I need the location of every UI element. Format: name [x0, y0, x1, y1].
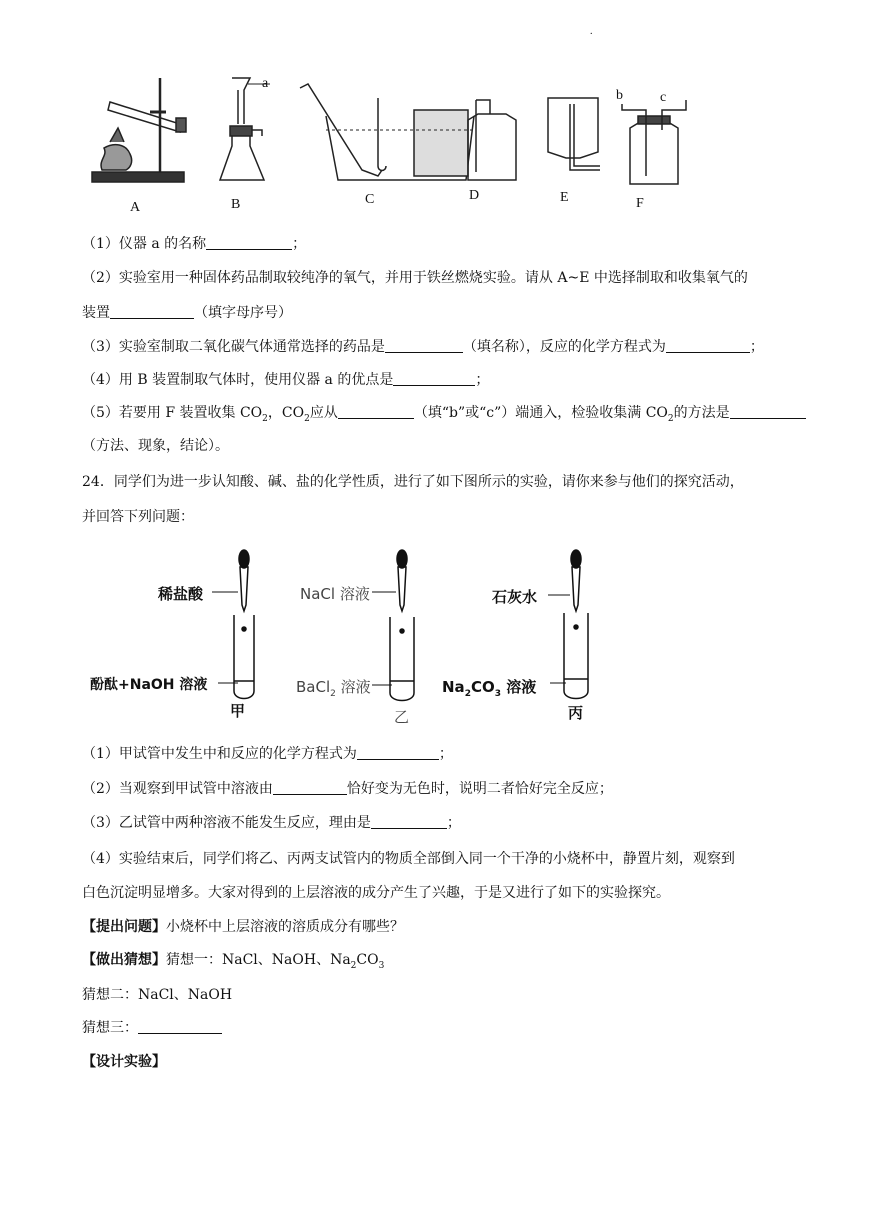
q24-p4-line2: 白色沉淀明显增多。大家对得到的上层溶液的成分产生了兴趣，于是又进行了如下的实验探究。 [82, 885, 670, 901]
q23-p2-line2: 装置 （填字母序号） [82, 305, 292, 321]
apparatus-e-icon [548, 98, 600, 170]
tube-bing-name: 丙 [568, 704, 584, 722]
answer-blank[interactable] [138, 1019, 222, 1034]
tube-bing-top-label: 石灰水 [492, 588, 538, 606]
tube-yi-name: 乙 [394, 708, 410, 726]
q23-p5: （5）若要用 F 装置收集 $CO_2$，$CO_2$应从 （填“b”或“c”）端通入，检验收集满 $CO_2$的方法是 [82, 403, 806, 429]
apparatus-label-small-a: a [262, 76, 269, 91]
q24-intro-line2: 并回答下列问题： [82, 509, 194, 525]
q23-p4: （4）用 B 装置制取气体时，使用仪器 a 的优点是 ； [82, 372, 490, 388]
tube-jia-name: 甲 [230, 702, 246, 720]
answer-blank[interactable] [393, 371, 475, 386]
apparatus-label-c: C [365, 192, 375, 207]
design-heading: 【设计实验】 [82, 1054, 166, 1070]
hypothesis-section: 【做出猜想】猜想一：NaCl、NaOH、$Na_2CO_3$ [82, 952, 385, 971]
answer-blank[interactable] [385, 338, 463, 353]
q23-p5-line2: （方法、现象，结论）。 [82, 438, 229, 454]
q24-p3: （3）乙试管中两种溶液不能发生反应，理由是 ； [82, 815, 461, 831]
answer-blank[interactable] [357, 745, 439, 760]
q24-p4-line1: （4）实验结束后，同学们将乙、丙两支试管内的物质全部倒入同一个干净的小烧杯中，静置片刻，观察到 [82, 851, 735, 867]
answer-blank[interactable] [110, 304, 194, 319]
hypothesis-2: 猜想二：NaCl、NaOH [82, 987, 233, 1003]
apparatus-d-icon [468, 100, 516, 180]
top-mark: . [590, 26, 593, 37]
answer-blank[interactable] [371, 814, 447, 829]
q23-p2-line1: （2）实验室用一种固体药品制取较纯净的氧气，并用于铁丝燃烧实验。请从 A~E 中选择制取和收集氧气的 [82, 270, 748, 286]
tube-bing-icon [564, 550, 588, 699]
answer-blank[interactable] [666, 338, 750, 353]
apparatus-label-d: D [469, 188, 480, 203]
hypothesis-3: 猜想三： [82, 1018, 222, 1038]
hypothesis-heading: 【做出猜想】 [82, 952, 166, 968]
answer-blank[interactable] [273, 780, 347, 795]
tube-yi-top-label: NaCl 溶液 [300, 585, 370, 603]
q24-p2: （2）当观察到甲试管中溶液由 恰好变为无色时，说明二者恰好完全反应； [82, 781, 613, 797]
answer-blank[interactable] [338, 404, 414, 419]
tube-yi-bottom-label: BaCl$_2$ 溶液 [296, 678, 371, 699]
apparatus-label-f: F [636, 196, 644, 211]
apparatus-figure [80, 70, 700, 220]
tube-jia-bottom-label: 酚酞+NaOH 溶液 [90, 677, 208, 693]
q23-p3: （3）实验室制取二氧化碳气体通常选择的药品是 （填名称），反应的化学方程式为 ； [82, 339, 764, 355]
apparatus-label-small-c: c [660, 90, 667, 105]
tube-bing-bottom-label: $Na_2CO_3$ 溶液 [442, 678, 537, 699]
apparatus-label-a: A [130, 200, 141, 215]
apparatus-f-icon [622, 100, 686, 184]
apparatus-b-icon [220, 78, 270, 180]
q24-p1: （1）甲试管中发生中和反应的化学方程式为 ； [82, 746, 453, 762]
question-section: 【提出问题】小烧杯中上层溶液的溶质成分有哪些？ [82, 919, 404, 935]
tube-jia-icon [234, 550, 254, 699]
tube-jia-top-label: 稀盐酸 [158, 585, 204, 603]
apparatus-label-e: E [560, 190, 569, 205]
apparatus-a-icon [92, 78, 186, 182]
tube-yi-icon [390, 550, 414, 701]
answer-blank[interactable] [730, 404, 806, 419]
apparatus-c-icon [300, 84, 474, 180]
q23-p1: （1）仪器 a 的名称 ； [82, 236, 307, 252]
apparatus-label-small-b: b [616, 88, 623, 103]
question-heading: 【提出问题】 [82, 919, 166, 935]
apparatus-label-b: B [231, 197, 241, 212]
q24-intro-line1: 24．同学们为进一步认知酸、碱、盐的化学性质，进行了如下图所示的实验，请你来参与他们的探究活动， [82, 474, 744, 490]
answer-blank[interactable] [206, 235, 292, 250]
